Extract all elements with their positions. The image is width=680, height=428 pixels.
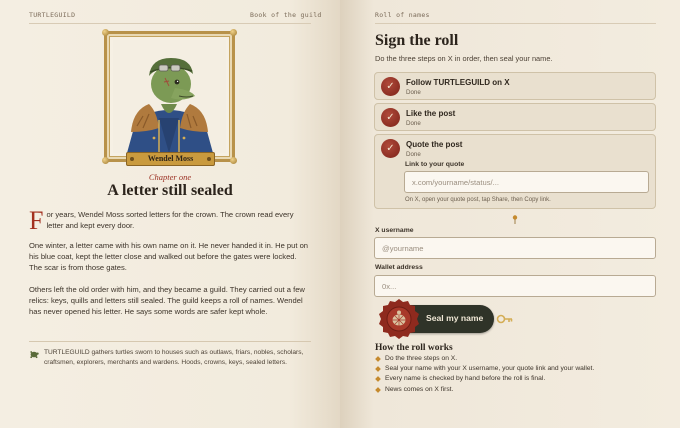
username-input[interactable] <box>374 237 656 259</box>
frame-corner <box>230 29 237 36</box>
check-icon: ✓ <box>381 77 400 96</box>
brand-header: TURTLEGUILD <box>29 11 76 19</box>
drop-cap: F <box>29 206 44 235</box>
story-paragraph-2: One winter, a letter came with his own name on it. He never handed it in. He put on his blue coat, kept the letter close and walked out before the gates were locked. The scar is from those gates. <box>29 241 309 272</box>
list-item: Every name is checked by hand before the roll is final. <box>375 374 594 384</box>
pin-icon <box>512 215 518 224</box>
list-item: Do the three steps on X. <box>375 354 594 364</box>
step-status: Done <box>406 89 421 96</box>
key-icon <box>496 313 514 325</box>
wax-seal-icon <box>378 298 420 340</box>
quote-link-hint: On X, open your quote post, tap Share, then Copy link. <box>405 197 551 203</box>
check-icon: ✓ <box>381 108 400 127</box>
frame-corner <box>102 157 109 164</box>
portrait-frame <box>104 31 235 162</box>
sign-subtitle: Do the three steps on X in order, then seal your name. <box>375 54 553 63</box>
note-divider <box>29 341 311 342</box>
list-item: News comes on X first. <box>375 385 594 395</box>
how-list <box>375 354 594 395</box>
quote-link-label: Link to your quote <box>405 161 465 168</box>
seal-button-label: Seal my name <box>426 313 484 323</box>
turtle-icon <box>29 349 39 359</box>
step-follow[interactable] <box>374 72 656 100</box>
step-title: Quote the post <box>406 140 463 149</box>
story-paragraph-3: Others left the old order with him, and they became a guild. They carried out a few relics: keys, quills and letters still sealed. The guild keeps a roll of names. Wendel has never opened his letter. He says some words are safer kept whole. <box>29 285 305 316</box>
quote-link-input[interactable] <box>404 171 649 193</box>
frame-corner <box>102 29 109 36</box>
chapter-label: Chapter one <box>148 172 192 182</box>
username-label: X username <box>375 227 414 234</box>
check-icon: ✓ <box>381 139 400 158</box>
step-title: Follow TURTLEGUILD on X <box>406 78 510 87</box>
list-item: Seal your name with your X username, your quote link and your wallet. <box>375 364 594 374</box>
roll-header: Roll of names <box>375 11 430 19</box>
step-like[interactable] <box>374 103 656 131</box>
wallet-label: Wallet address <box>375 264 423 271</box>
story-paragraph-1 <box>29 206 311 235</box>
step-title: Like the post <box>406 109 456 118</box>
turtle-portrait <box>113 40 226 153</box>
wallet-input[interactable] <box>374 275 656 297</box>
paragraph-text: or years, Wendel Moss sorted letters for the crown. The crown read every letter and kept every door. <box>46 210 294 230</box>
chapter-title: A letter still sealed <box>107 182 233 199</box>
header-rule <box>375 23 656 24</box>
step-status: Done <box>406 151 421 158</box>
guild-note: TURTLEGUILD gathers turtles sworn to houses such as outlaws, friars, nobles, scholars, craftsmen, explorers, merchants and wardens. Hoods, crowns, keys, sealed letters. <box>44 349 304 366</box>
step-status: Done <box>406 120 421 127</box>
frame-corner <box>230 157 237 164</box>
portrait-nameplate: Wendel Moss <box>126 152 215 166</box>
header-rule <box>29 23 311 24</box>
section-header: Book of the guild <box>250 11 322 19</box>
sign-title: Sign the roll <box>375 32 459 49</box>
how-title: How the roll works <box>375 343 453 353</box>
